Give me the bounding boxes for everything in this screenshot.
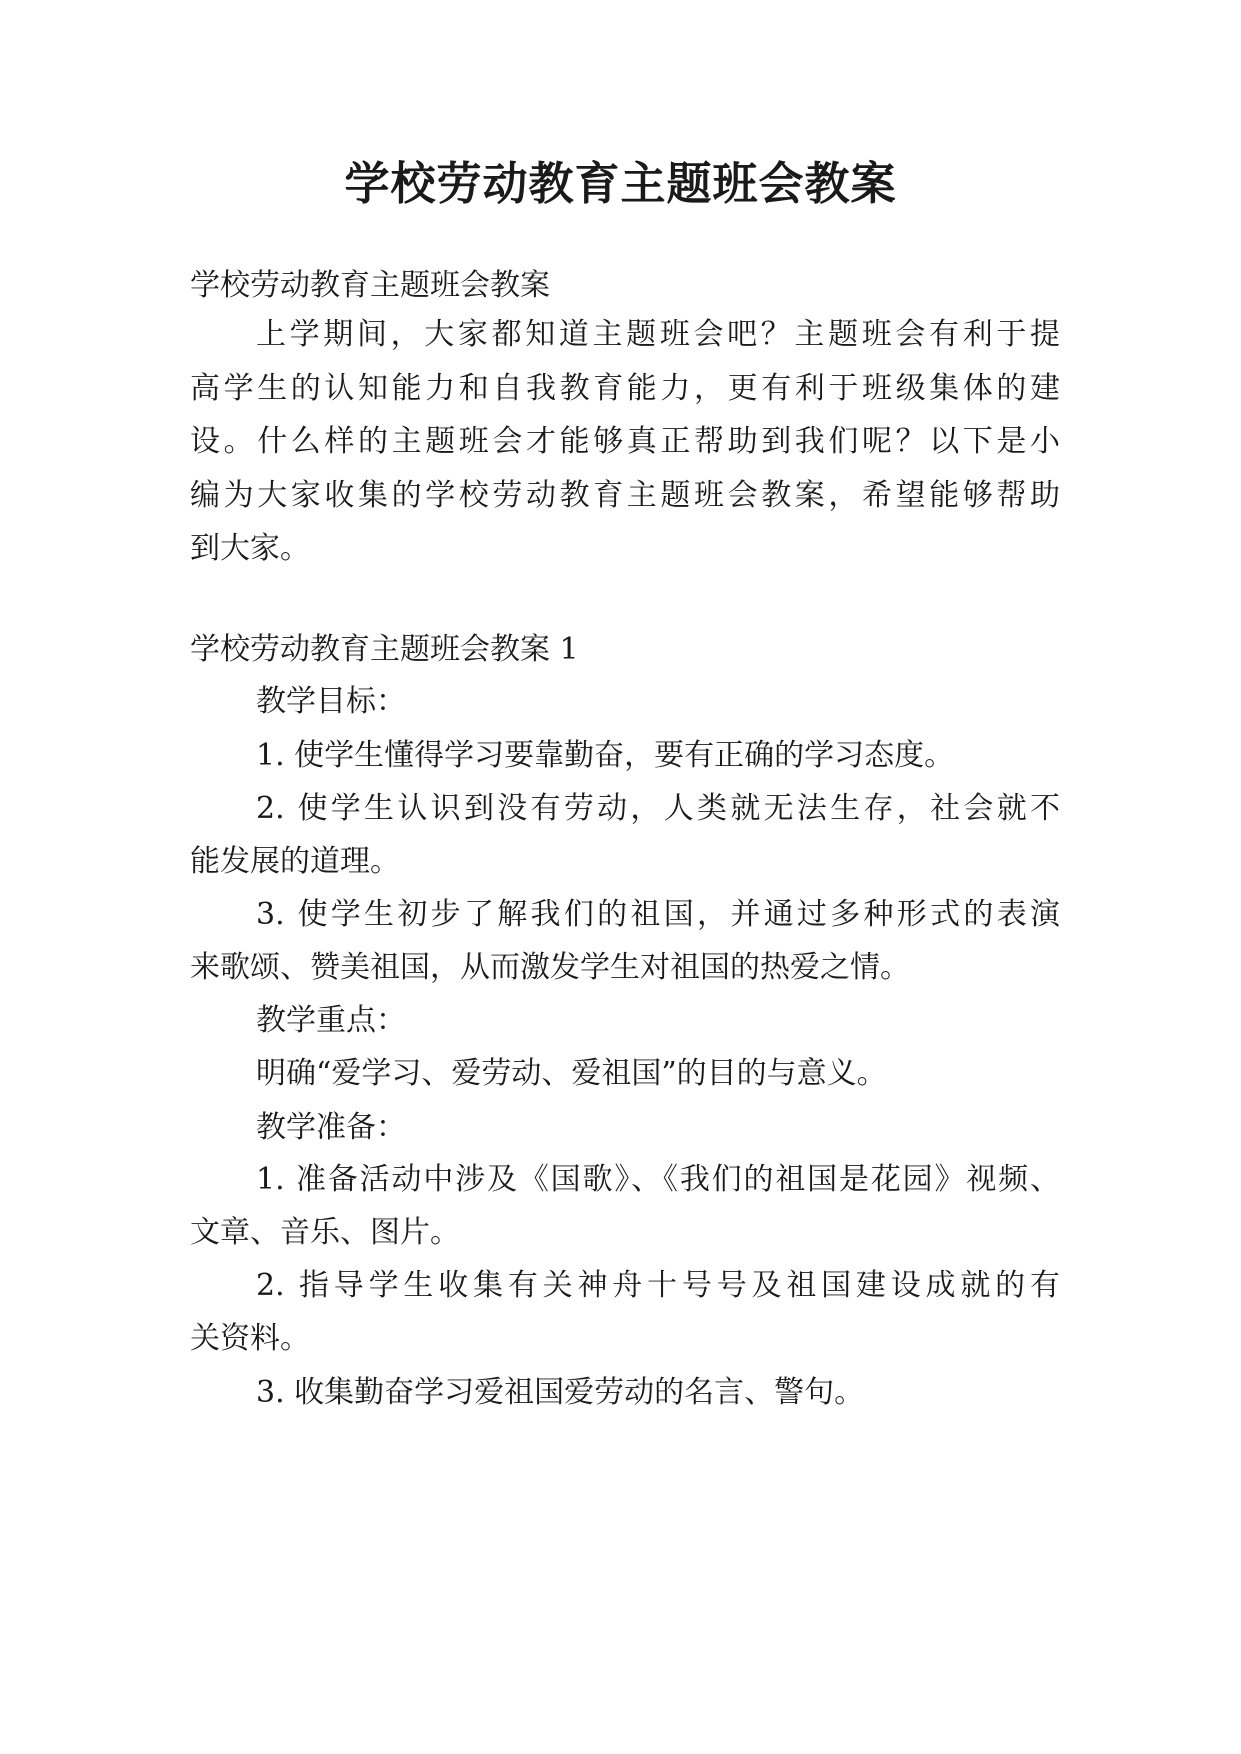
objective-item: 3. 使学生初步了解我们的祖国，并通过多种形式的表演 [256,897,1060,932]
section-heading: 学校劳动教育主题班会教案 1 [190,632,579,667]
intro-paragraph-line: 到大家。 [190,531,310,566]
objective-item-continuation: 来歌颂、赞美祖国，从而激发学生对祖国的热爱之情。 [190,950,910,985]
preparation-item: 3. 收集勤奋学习爱祖国爱劳动的名言、警句。 [256,1375,865,1410]
objective-item: 2. 使学生认识到没有劳动，人类就无法生存，社会就不 [256,791,1060,826]
intro-paragraph-line: 编为大家收集的学校劳动教育主题班会教案，希望能够帮助 [190,478,1060,513]
preparation-item-continuation: 文章、音乐、图片。 [190,1215,460,1250]
objective-item: 1. 使学生懂得学习要靠勤奋，要有正确的学习态度。 [256,738,955,773]
key-points-label: 教学重点： [256,1003,406,1038]
preparation-item-continuation: 关资料。 [190,1321,310,1356]
preparation-item: 2. 指导学生收集有关神舟十号号及祖国建设成就的有 [256,1268,1060,1303]
document-title: 学校劳动教育主题班会教案 [344,157,897,210]
intro-paragraph-line: 上学期间，大家都知道主题班会吧？主题班会有利于提 [256,317,1060,352]
intro-paragraph-line: 设。什么样的主题班会才能够真正帮助到我们呢？以下是小 [190,424,1060,459]
preparation-label: 教学准备： [256,1110,406,1145]
intro-paragraph-line: 高学生的认知能力和自我教育能力，更有利于班级集体的建 [190,371,1060,406]
objectives-label: 教学目标： [256,684,406,719]
preparation-item: 1. 准备活动中涉及《国歌》、《我们的祖国是花园》视频、 [256,1162,1060,1197]
objective-item-continuation: 能发展的道理。 [190,844,400,879]
intro-heading: 学校劳动教育主题班会教案 [190,268,550,303]
key-point-item: 明确“爱学习、爱劳动、爱祖国”的目的与意义。 [256,1056,887,1091]
